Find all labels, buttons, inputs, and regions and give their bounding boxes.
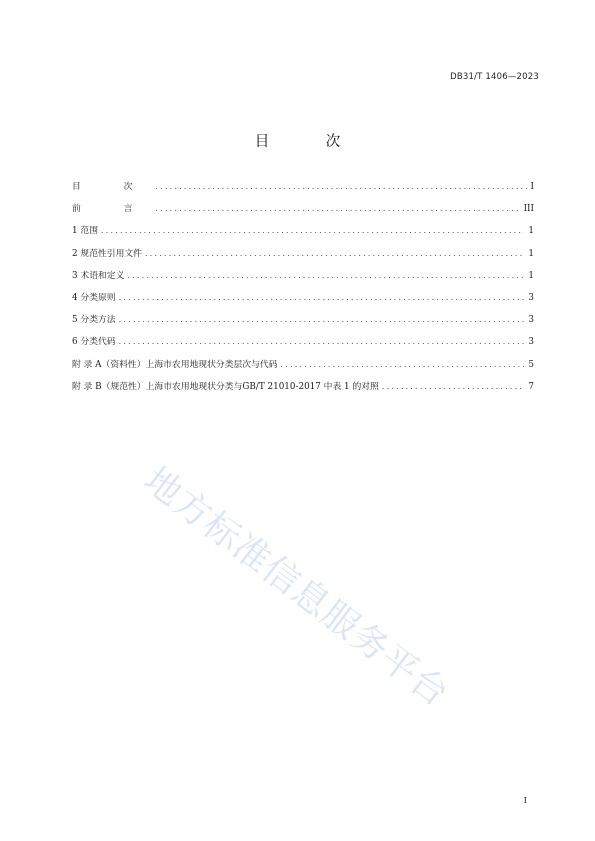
toc-entry-classification-principles[interactable] xyxy=(72,290,534,312)
toc-entry-label: 目 次 xyxy=(72,182,153,192)
toc-leader-dots xyxy=(155,182,526,191)
toc-leader-dots xyxy=(382,382,525,391)
toc-leader-dots xyxy=(155,204,519,213)
toc-entry-contents[interactable] xyxy=(72,179,534,201)
toc-leader-dots xyxy=(280,360,524,369)
toc-leader-dots xyxy=(145,249,524,258)
toc-entry-label: 前 言 xyxy=(72,204,153,215)
toc-entry-label: 4 分类原则 xyxy=(72,292,116,303)
toc-entry-scope[interactable] xyxy=(72,223,534,245)
toc-entry-label: 2 规范性引用文件 xyxy=(72,248,142,259)
toc-leader-dots xyxy=(101,226,524,235)
toc-entry-page: 3 xyxy=(528,315,534,326)
toc-entry-page: 1 xyxy=(528,270,534,281)
toc-entry-page: I xyxy=(530,182,534,192)
toc-entry-label: 附 录 B（规范性）上海市农用地现状分类与GB/T 21010-2017 中表 1 的对照 xyxy=(72,381,379,392)
toc-entry-label: 1 范围 xyxy=(72,226,98,237)
toc-entry-label: 5 分类方法 xyxy=(72,315,116,326)
toc-entry-terms-definitions[interactable] xyxy=(72,268,534,290)
toc-entry-normative-references[interactable] xyxy=(72,246,534,268)
toc-entry-page: 5 xyxy=(528,359,534,370)
toc-entry-label: 附 录 A（资料性）上海市农用地现状分类层次与代码 xyxy=(72,359,278,370)
document-code: DB31/T 1406—2023 xyxy=(450,72,539,82)
toc-entry-page: 3 xyxy=(528,292,534,303)
toc-entry-annex-a[interactable] xyxy=(72,357,534,379)
toc-entry-label: 6 分类代码 xyxy=(72,337,116,348)
page-title: 目 次 xyxy=(254,134,367,150)
toc-entry-foreword[interactable] xyxy=(72,201,534,223)
table-of-contents xyxy=(72,179,534,401)
toc-entry-label: 3 术语和定义 xyxy=(72,270,125,281)
page-number: I xyxy=(523,796,527,806)
toc-entry-page: 3 xyxy=(528,337,534,348)
toc-leader-dots xyxy=(119,315,525,324)
toc-entry-classification-method[interactable] xyxy=(72,312,534,334)
toc-entry-classification-codes[interactable] xyxy=(72,334,534,356)
toc-entry-page: 1 xyxy=(528,248,534,259)
watermark-text: 地方标准信息服务平台 xyxy=(136,459,457,716)
toc-entry-page: III xyxy=(523,204,534,215)
toc-entry-page: 7 xyxy=(528,381,534,392)
toc-leader-dots xyxy=(119,337,525,346)
toc-entry-annex-b[interactable] xyxy=(72,379,534,401)
toc-entry-page: 1 xyxy=(528,226,534,237)
toc-leader-dots xyxy=(127,271,524,280)
toc-leader-dots xyxy=(119,293,525,302)
